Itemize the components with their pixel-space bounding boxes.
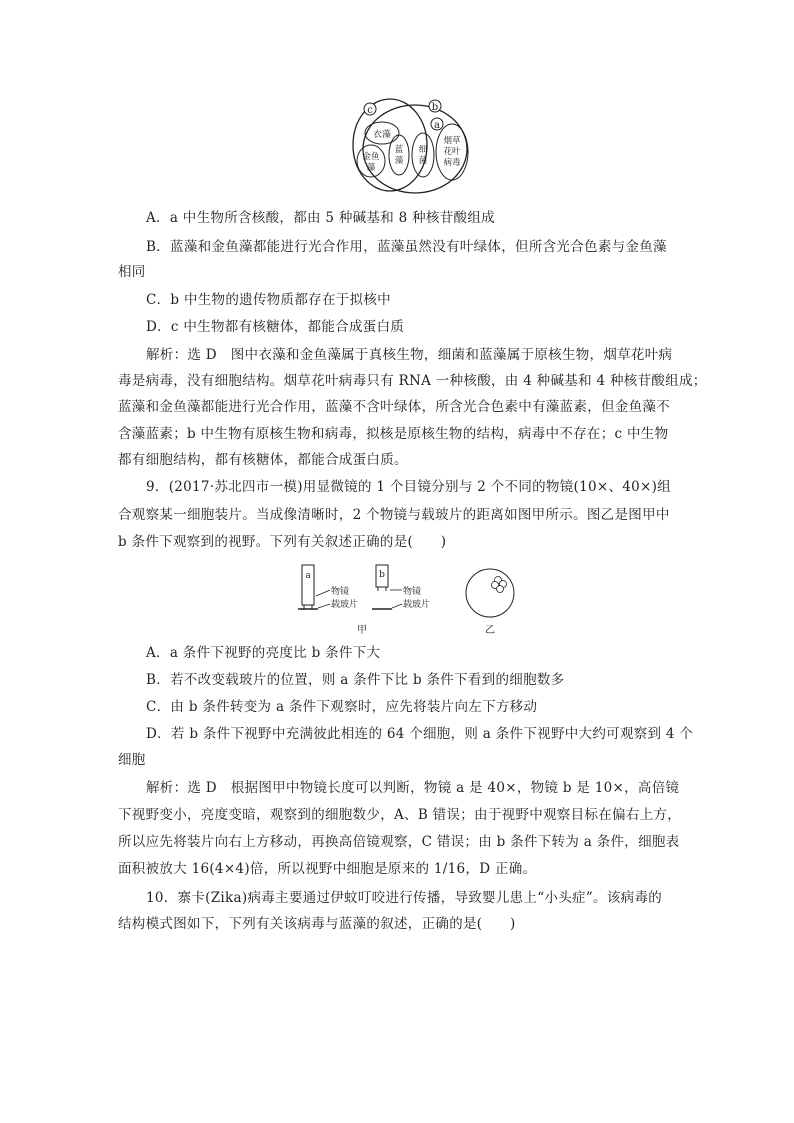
label-yancao-2: 花叶: [443, 147, 461, 157]
label-b: b: [431, 102, 439, 113]
q10-stem-line2: 结构模式图如下，下列有关该病毒与蓝藻的叙述，正确的是( ): [118, 916, 516, 932]
microscope-figure: [290, 560, 520, 640]
q8-analysis-line3: 蓝藻和金鱼藻都能进行光合作用，蓝藻不含叶绿体，所含光合色素中有藻蓝素，但金鱼藻不: [118, 399, 670, 415]
q8-analysis-line4: 含藻蓝素；b 中生物有原核生物和病毒，拟核是原核生物的结构，病毒中不存在；c 中生物: [118, 426, 669, 442]
q8-analysis-line2: 毒是病毒，没有细胞结构。烟草花叶病毒只有 RNA 一种核酸，由 4 种碱基和 4 种核苷酸组成；: [118, 373, 707, 389]
figure-jia-label: 甲: [357, 625, 367, 636]
q9-stem-line1: 9．(2017·苏北四市一模)用显微镜的 1 个目镜分别与 2 个不同的物镜(10×、40×)组: [146, 479, 672, 495]
q9-option-b: B．若不改变载玻片的位置，则 a 条件下比 b 条件下看到的细胞数多: [146, 672, 565, 688]
objective-b-label: b: [379, 570, 385, 580]
objective-a-zaibopian: 载玻片: [331, 600, 359, 610]
q9-stem-line3: b 条件下观察到的视野。下列有关叙述正确的是( ): [118, 534, 447, 550]
q8-analysis-line5: 都有细胞结构，都有核糖体，都能合成蛋白质。: [118, 452, 408, 468]
q8-analysis-line1: 解析：选 D 图中衣藻和金鱼藻属于真核生物，细菌和蓝藻属于原核生物，烟草花叶病: [146, 347, 673, 363]
q9-stem-line2: 合观察某一细胞装片。当成像清晰时，2 个物镜与载玻片的距离如图甲所示。图乙是图甲中: [118, 507, 670, 523]
q8-option-b-line2: 相同: [118, 264, 146, 280]
q9-option-a: A．a 条件下视野的亮度比 b 条件下大: [146, 645, 381, 661]
objective-a-wujing: 物镜: [331, 587, 350, 597]
label-yancao-3: 病毒: [443, 158, 461, 168]
q9-analysis-line4: 面积被放大 16(4×4)倍，所以视野中细胞是原来的 1/16，D 正确。: [118, 861, 537, 877]
label-jinyuzao-1: 金鱼: [362, 152, 380, 162]
q9-analysis-line1: 解析：选 D 根据图甲中物镜长度可以判断，物镜 a 是 40×，物镜 b 是 10×，高倍镜: [146, 780, 680, 796]
q8-option-d: D．c 中生物都有核糖体，都能合成蛋白质: [146, 319, 405, 335]
figure-yi-label: 乙: [485, 625, 495, 636]
label-lanzao-2: 藻: [394, 156, 404, 166]
label-yancao-1: 烟草: [443, 136, 461, 146]
objective-b-wujing: 物镜: [403, 587, 422, 597]
label-lanzao-1: 蓝: [394, 145, 404, 155]
label-c: c: [367, 105, 373, 116]
venn-diagram: [340, 95, 470, 195]
q8-option-b-line1: B．蓝藻和金鱼藻都能进行光合作用，蓝藻虽然没有叶绿体，但所含光合色素与金鱼藻: [146, 239, 667, 255]
label-xijun-1: 细: [418, 145, 428, 155]
q9-analysis-line3: 所以应先将装片向右上方移动，再换高倍镜观察，C 错误；由 b 条件下转为 a 条件，细胞表: [118, 834, 680, 850]
label-yizao: 衣藻: [372, 130, 392, 140]
q10-stem-line1: 10．寨卡(Zika)病毒主要通过伊蚊叮咬进行传播，导致婴儿患上“小头症”。该病毒的: [146, 890, 663, 906]
objective-b-zaibopian: 载玻片: [403, 600, 431, 610]
label-jinyuzao-2: 藻: [366, 163, 376, 173]
objective-a-label: a: [305, 571, 311, 581]
label-xijun-2: 菌: [418, 156, 428, 166]
label-a: a: [434, 120, 440, 131]
q8-option-c: C．b 中生物的遗传物质都存在于拟核中: [146, 292, 391, 308]
q8-option-a: A．a 中生物所含核酸，都由 5 种碱基和 8 种核苷酸组成: [146, 210, 495, 226]
q9-option-d-line2: 细胞: [118, 752, 146, 768]
q9-analysis-line2: 下视野变小，亮度变暗，观察到的细胞数少，A、B 错误；由于视野中观察目标在偏右上方，: [118, 807, 682, 823]
q9-option-c: C．由 b 条件转变为 a 条件下观察时，应先将装片向左下方移动: [146, 699, 538, 715]
q9-option-d-line1: D．若 b 条件下视野中充满彼此相连的 64 个细胞，则 a 条件下视野中大约可观察到 4 个: [146, 726, 694, 742]
